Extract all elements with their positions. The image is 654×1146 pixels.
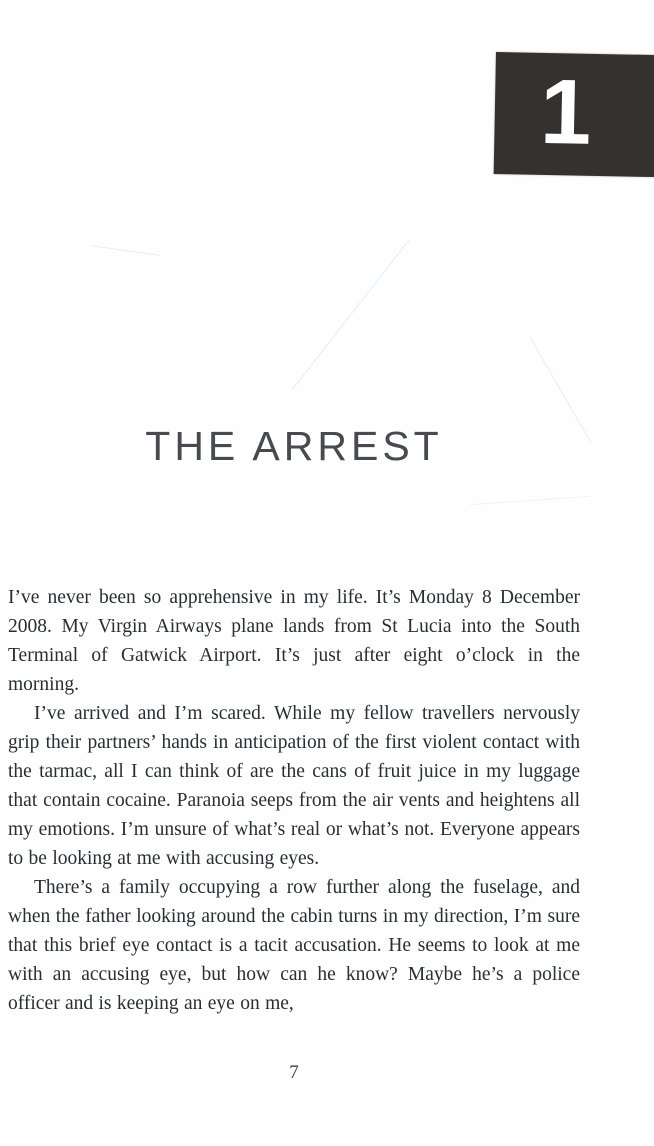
chapter-number-box bbox=[494, 52, 654, 177]
scan-artifact bbox=[470, 496, 590, 505]
scan-artifact bbox=[292, 240, 410, 390]
paragraph: There’s a family occupying a row further along the fuselage, and when the father looking around the cabin turns in my direction, I’m sure that this brief eye contact is a tacit accusation. He seems to look at me with an accusing eye, but how can he know? Maybe he’s a police officer and is keeping an eye on me, bbox=[8, 877, 580, 1014]
chapter-number: 1 bbox=[539, 60, 593, 164]
chapter-title: THE ARREST bbox=[145, 423, 443, 470]
page-number: 7 bbox=[289, 1062, 299, 1083]
paragraph: I’ve never been so apprehensive in my life. It’s Monday 8 December 2008. My Virgin Airways plane lands from St Lucia into the South Terminal of Gatwick Airport. It’s just after eight o’clock in the morning. bbox=[8, 587, 580, 695]
body-text bbox=[8, 583, 580, 1018]
paragraph: I’ve arrived and I’m scared. While my fellow travellers nervously grip their partners’ hands in anticipation of the first violent contact with the tarmac, all I can think of are the cans of fruit juice in my luggage that contain cocaine. Paranoia seeps from the air vents and heightens all my emotions. I’m unsure of what’s real or what’s not. Everyone appears to be looking at me with accusing eyes. bbox=[8, 703, 580, 869]
scan-artifact bbox=[90, 245, 159, 256]
